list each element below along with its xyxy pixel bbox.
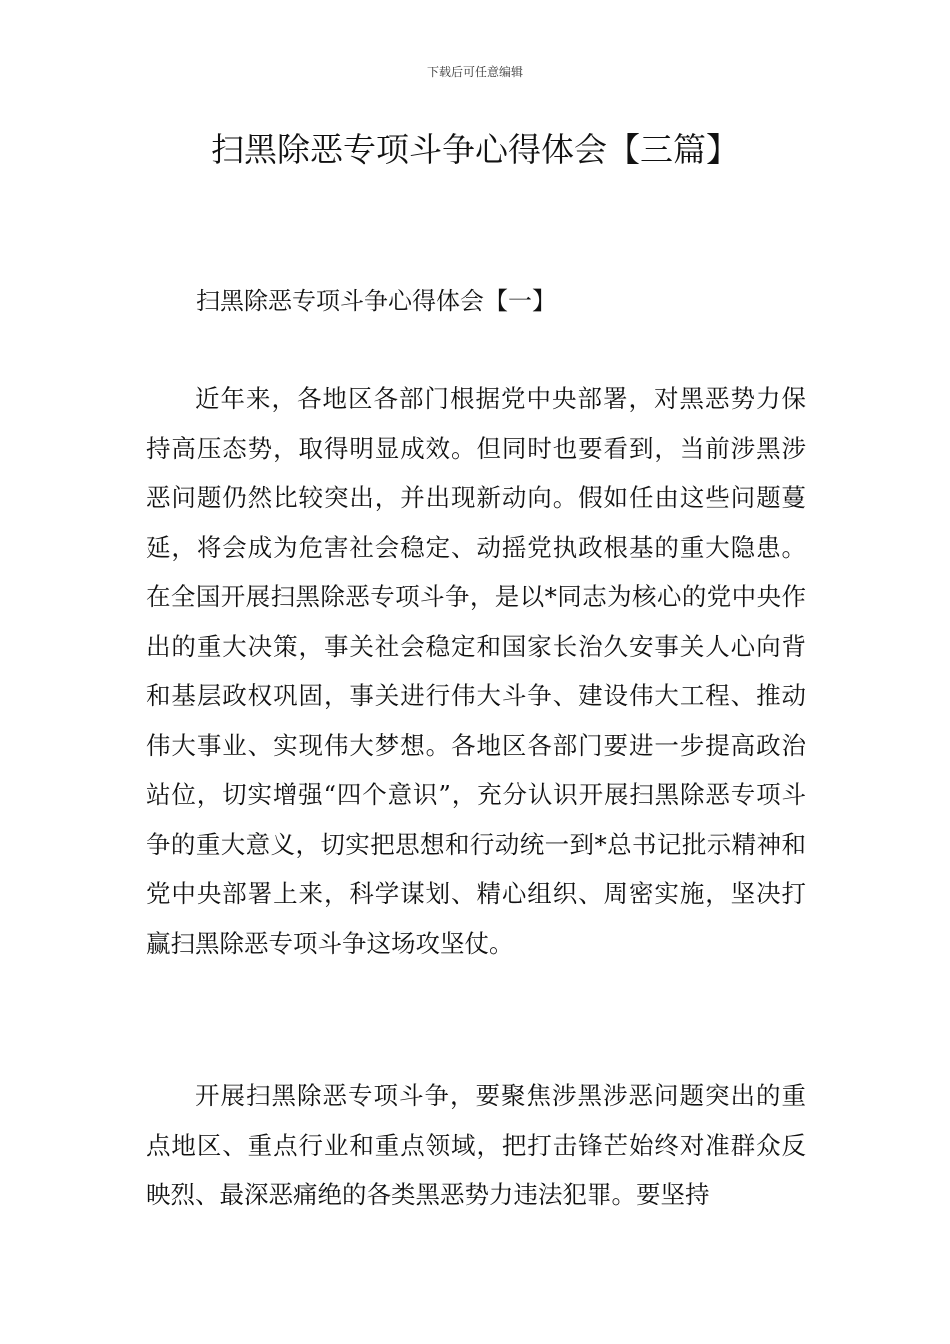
header-note: 下载后可任意编辑	[426, 65, 523, 79]
body-paragraph-1: 近年来，各地区各部门根据党中央部署，对黑恶势力保持高压态势，取得明显成效。但同时也要看到，当前涉黑涉恶问题仍然比较突出，并出现新动向。假如任由这些问题蔓延，将会成为危害社会稳定、动摇党执政根基的重大隐患。在全国开展扫黑除恶专项斗争，是以*同志为核心的党中央作出的重大决策，事关社会稳定和国家长治久安事关人心向背和基层政权巩固，事关进行伟大斗争、建设伟大工程、推动伟大事业、实现伟大梦想。各地区各部门要进一步提高政治站位，切实增强“四个意识”，充分认识开展扫黑除恶专项斗争的重大意义，切实把思想和行动统一到*总书记批示精神和党中央部署上来，科学谋划、精心组织、周密实施，坚决打赢扫黑除恶专项斗争这场攻坚仗。	[146, 384, 806, 958]
document-title: 扫黑除恶专项斗争心得体会【三篇】	[211, 130, 739, 169]
section-heading: 扫黑除恶专项斗争心得体会【一】	[196, 287, 556, 315]
body-paragraph-2: 开展扫黑除恶专项斗争，要聚焦涉黑涉恶问题突出的重点地区、重点行业和重点领域，把打击锋芒始终对准群众反映烈、最深恶痛绝的各类黑恶势力违法犯罪。要坚持	[146, 1081, 806, 1209]
